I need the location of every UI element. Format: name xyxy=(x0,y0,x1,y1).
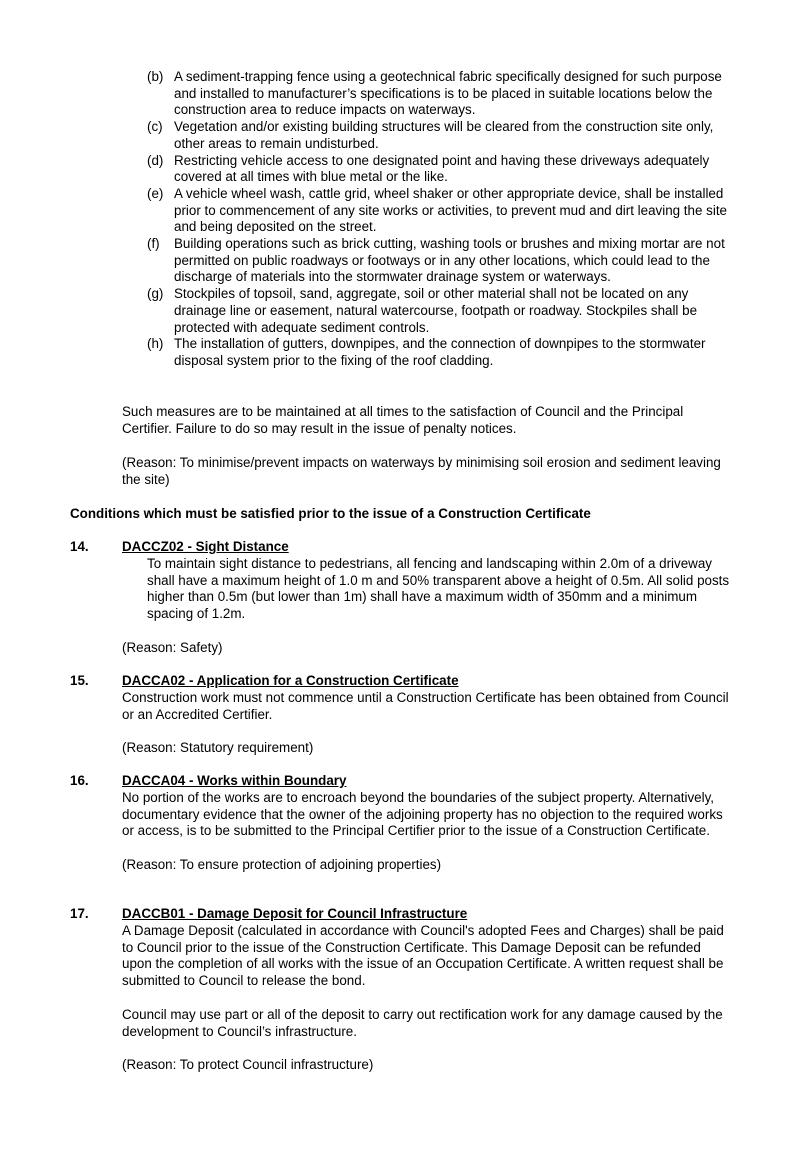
condition-text: Council may use part or all of the deposit to carry out rectification work for any damage caused by the development to Council’s infrastructure. xyxy=(122,1006,723,1039)
list-item-label: (d) xyxy=(147,152,164,168)
list-item-label: (h) xyxy=(147,336,164,352)
list-item xyxy=(147,69,737,119)
condition-number: 16. xyxy=(70,773,89,788)
condition-reason: (Reason: To ensure protection of adjoining properties) xyxy=(122,856,442,872)
list-item xyxy=(147,119,737,152)
list-item-label: (b) xyxy=(147,69,164,84)
list-item-label: (g) xyxy=(147,286,164,302)
list-item xyxy=(147,236,737,286)
measures-list xyxy=(147,69,737,370)
list-item-text: Vegetation and/or existing building structures will be cleared from the construction site only, other areas to remain undisturbed. xyxy=(174,119,714,151)
condition-text: Construction work must not commence until a Construction Certificate has been obtained from Council or an Accredited Certifier. xyxy=(122,689,729,722)
condition-body xyxy=(122,556,732,657)
condition-text: A Damage Deposit (calculated in accordance with Council's adopted Fees and Charges) shall be paid to Council prior to the issue of the Construction Certificate. This Damage Deposit can be refunded upon the completion of all works with the issue of an Occupation Certificate. A written request shall be submitted to Council to release the bond. xyxy=(122,922,724,989)
condition-body xyxy=(122,690,732,757)
list-item xyxy=(147,286,737,336)
condition-title: DACCA02 - Application for a Construction Certificate xyxy=(122,673,459,688)
condition-number: 14. xyxy=(70,539,89,554)
list-item-label: (c) xyxy=(147,119,163,135)
condition-text: No portion of the works are to encroach beyond the boundaries of the subject property. Alternatively, documentary evidence that the owner of the adjoining property has no objection to the required works or access, is to be submitted to the Principal Certifier prior to the issue of a Construction Certificate. xyxy=(122,789,723,839)
list-item-text: A sediment-trapping fence using a geotechnical fabric specifically designed for such purpose and installed to manufacturer’s specifications is to be placed in suitable locations below the construction area to reduce impacts on waterways. xyxy=(174,69,722,118)
condition-reason: (Reason: Safety) xyxy=(122,639,223,655)
maintenance-reason: (Reason: To minimise/prevent impacts on waterways by minimising soil erosion and sediment leaving the site) xyxy=(122,455,721,487)
list-item-text: Stockpiles of topsoil, sand, aggregate, soil or other material shall not be located on any drainage line or easement, natural watercourse, footpath or roadway. Stockpiles shall be protected with adequate sediment controls. xyxy=(174,286,698,335)
maintenance-paragraph: Such measures are to be maintained at all times to the satisfaction of Council and the Principal Certifier. Failure to do so may result in the issue of penalty notices. xyxy=(122,404,684,436)
condition-number: 17. xyxy=(70,906,89,921)
condition-title: DACCA04 - Works within Boundary xyxy=(122,773,347,788)
condition-body xyxy=(122,923,732,1074)
condition-reason: (Reason: To protect Council infrastructure) xyxy=(122,1057,374,1073)
list-item-text: Building operations such as brick cutting, washing tools or brushes and mixing mortar are not permitted on public roadways or footways or in any other locations, which could lead to the discharge of materials into the stormwater drainage system or waterways. xyxy=(174,236,725,285)
list-item-text: A vehicle wheel wash, cattle grid, wheel shaker or other appropriate device, shall be installed prior to commencement of any site works or activities, to prevent mud and dirt leaving the site and being deposited on the street. xyxy=(174,185,727,235)
condition-text: To maintain sight distance to pedestrians, all fencing and landscaping within 2.0m of a driveway shall have a maximum height of 1.0 m and 50% transparent above a height of 0.5m. All solid posts higher than 0.5m (but lower than 1m) shall have a maximum width of 350mm and a minimum spacing of 1.2m. xyxy=(147,555,730,622)
list-item-text: The installation of gutters, downpipes, and the connection of downpipes to the stormwater disposal system prior to the fixing of the roof cladding. xyxy=(174,336,706,368)
list-item-label: (e) xyxy=(147,185,164,201)
list-item xyxy=(147,153,737,186)
condition-reason: (Reason: Statutory requirement) xyxy=(122,740,314,756)
condition-number: 15. xyxy=(70,673,89,688)
list-item xyxy=(147,186,737,236)
section-heading: Conditions which must be satisfied prior to the issue of a Construction Certificate xyxy=(70,506,591,521)
list-item xyxy=(147,336,737,369)
list-item-text: Restricting vehicle access to one designated point and having these driveways adequately covered at all times with blue metal or the like. xyxy=(174,152,710,185)
list-item-label: (f) xyxy=(147,236,160,252)
condition-body xyxy=(122,790,732,874)
condition-title: DACCB01 - Damage Deposit for Council Infrastructure xyxy=(122,906,468,921)
condition-title: DACCZ02 - Sight Distance xyxy=(122,539,289,554)
